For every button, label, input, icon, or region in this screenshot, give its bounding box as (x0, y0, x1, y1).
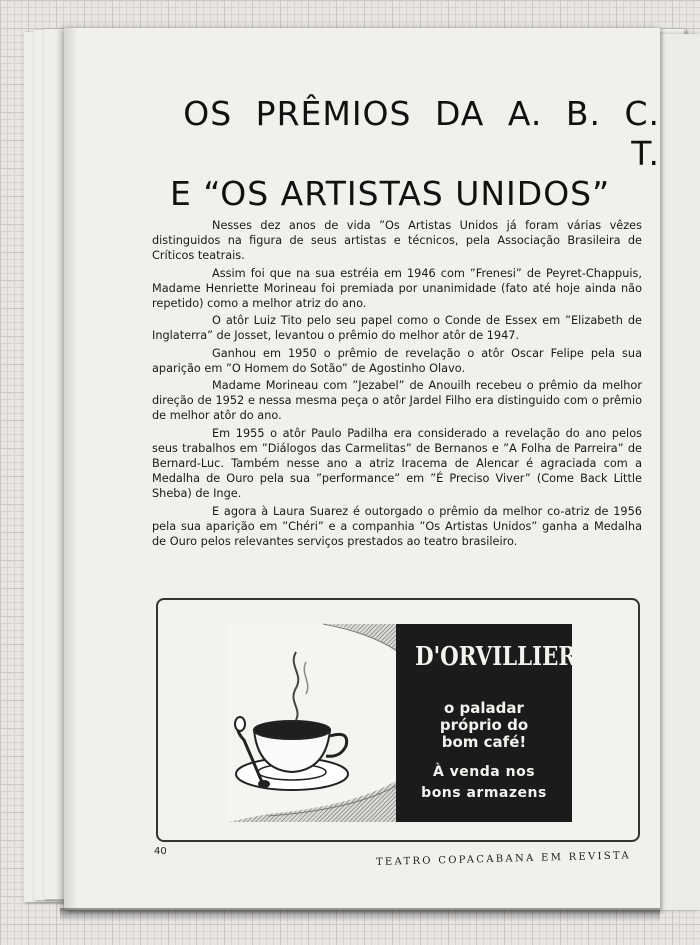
ad-availability (396, 762, 572, 804)
slogan-line-1: o paladar (444, 699, 524, 717)
paragraph-2: Assim foi que na sua estréia em 1946 com ”Frenesi” de Peyret-Chappuis, Madame Henriette Morineau foi premiada por unanimidade (fato até hoje ainda não repetido) como a melhor atriz do ano. (152, 266, 642, 311)
paragraph-6: Em 1955 o atôr Paulo Padilha era considerado a revelação do ano pelos seus trabalhos em ”Diálogos das Carmelitas” de Bernanos e ”A Folha de Parreira” de Bernard-Luc. Também nesse ano a atriz Iracema de Alencar é agraciada com a Medalha de Ouro pela sua ”performance” em ”É Preciso Viver” (Come Back Little Sheba) de Inge. (152, 426, 642, 501)
page-bottom-shadow (60, 908, 660, 922)
paragraph-4: Ganhou em 1950 o prêmio de revelação o atôr Oscar Felipe pela sua aparição em ”O Homem do Sotão” de Agostinho Olavo. (152, 346, 642, 375)
ad-artwork (228, 624, 592, 822)
ad-slogan (396, 700, 572, 751)
slogan-line-2: próprio do (439, 716, 529, 734)
article-title (144, 94, 664, 214)
article-body (152, 218, 642, 551)
paragraph-3: O atôr Luiz Tito pelo seu papel como o Conde de Essex em ”Elizabeth de Inglaterra” de Josset, levantou o prêmio do melhor atôr de 1947. (152, 314, 642, 343)
sale-line-1: À venda nos (432, 764, 536, 780)
magazine-page (64, 28, 660, 910)
paragraph-1: Nesses dez anos de vida ”Os Artistas Unidos já foram várias vêzes distinguidos na figura de seus artistas e técnicos, pela Associação Brasileira de Críticos teatrais. (152, 219, 642, 263)
brand-name: D'ORVILLIERS (415, 642, 592, 672)
title-line-1: OS PRÊMIOS DA A. B. C. T. (183, 94, 660, 173)
facing-page-edge (658, 34, 700, 910)
publication-title: TEATRO COPACABANA EM REVISTA (375, 850, 632, 868)
paragraph-5: Madame Morineau com ”Jezabel” de Anouilh recebeu o prêmio da melhor direção de 1952 e nessa mesma peça o atôr Jardel Filho era distinguido com o prêmio de melhor atôr do ano. (152, 379, 642, 423)
ad-text-panel (396, 624, 592, 822)
sale-line-2: bons armazens (421, 785, 547, 801)
page-spine-shadow (64, 28, 78, 910)
slogan-line-3: bom café! (441, 733, 527, 751)
paragraph-7: E agora à Laura Suarez é outorgado o prêmio da melhor co-atriz de 1956 pela sua aparição em ”Chéri” e a companhia ”Os Artistas Unidos” ganha a Medalha de Ouro pelos relevantes serviços prestados ao teatro brasileiro. (152, 504, 642, 549)
coffee-advertisement (156, 598, 640, 842)
coffee-cup-icon (230, 632, 390, 802)
title-line-2: E “OS ARTISTAS UNIDOS” (170, 174, 611, 213)
page-number: 40 (154, 846, 167, 857)
